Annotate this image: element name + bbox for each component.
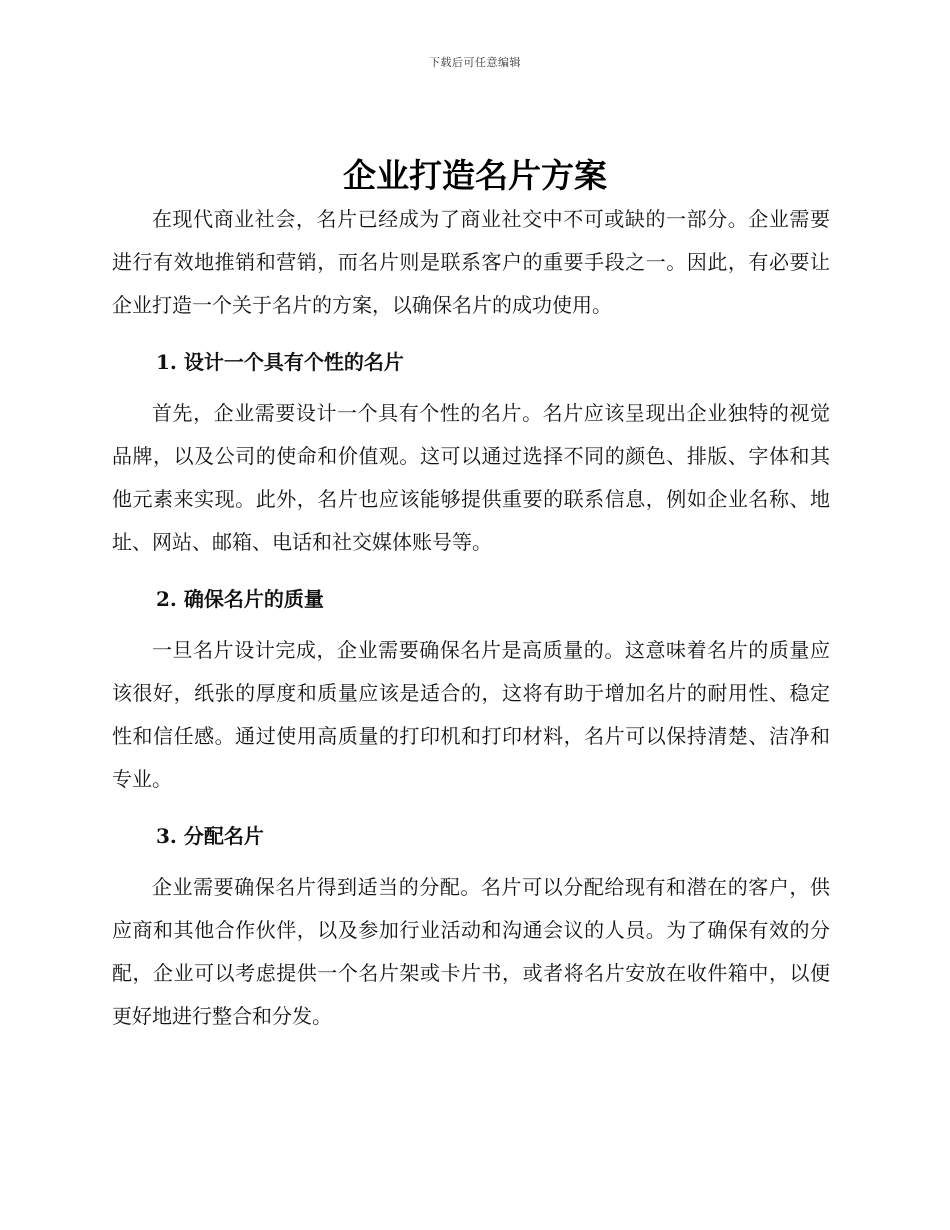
section-body-distribution: 企业需要确保名片得到适当的分配。名片可以分配给现有和潜在的客户，供应商和其他合作伙伴，以及参加行业活动和沟通会议的人员。为了确保有效的分配，企业可以考虑提供一个名片架或卡片书，或者将名片安放在收件箱中，以便更好地进行整合和分发。 — [112, 875, 830, 1028]
header-note: 下载后可任意编辑 — [429, 56, 521, 69]
section-body-quality: 一旦名片设计完成，企业需要确保名片是高质量的。这意味着名片的质量应该很好，纸张的厚度和质量应该是适合的，这将有助于增加名片的耐用性、稳定性和信任感。通过使用高质量的打印机和打印材料，名片可以保持清楚、洁净和专业。 — [112, 638, 830, 791]
section-body-design: 首先，企业需要设计一个具有个性的名片。名片应该呈现出企业独特的视觉品牌，以及公司的使命和价值观。这可以通过选择不同的颜色、排版、字体和其他元素来实现。此外，名片也应该能够提供重要的联系信息，例如企业名称、地址、网站、邮箱、电话和社交媒体账号等。 — [112, 401, 830, 554]
page-title: 企业打造名片方案 — [343, 156, 607, 195]
document-body — [112, 198, 830, 1038]
section-heading-quality: 2. 确保名片的质量 — [156, 587, 324, 611]
section-heading-design: 1. 设计一个具有个性的名片 — [156, 350, 404, 374]
intro-paragraph: 在现代商业社会，名片已经成为了商业社交中不可或缺的一部分。企业需要进行有效地推销和营销，而名片则是联系客户的重要手段之一。因此，有必要让企业打造一个关于名片的方案，以确保名片的成功使用。 — [112, 207, 830, 317]
section-heading-distribution: 3. 分配名片 — [156, 824, 264, 848]
